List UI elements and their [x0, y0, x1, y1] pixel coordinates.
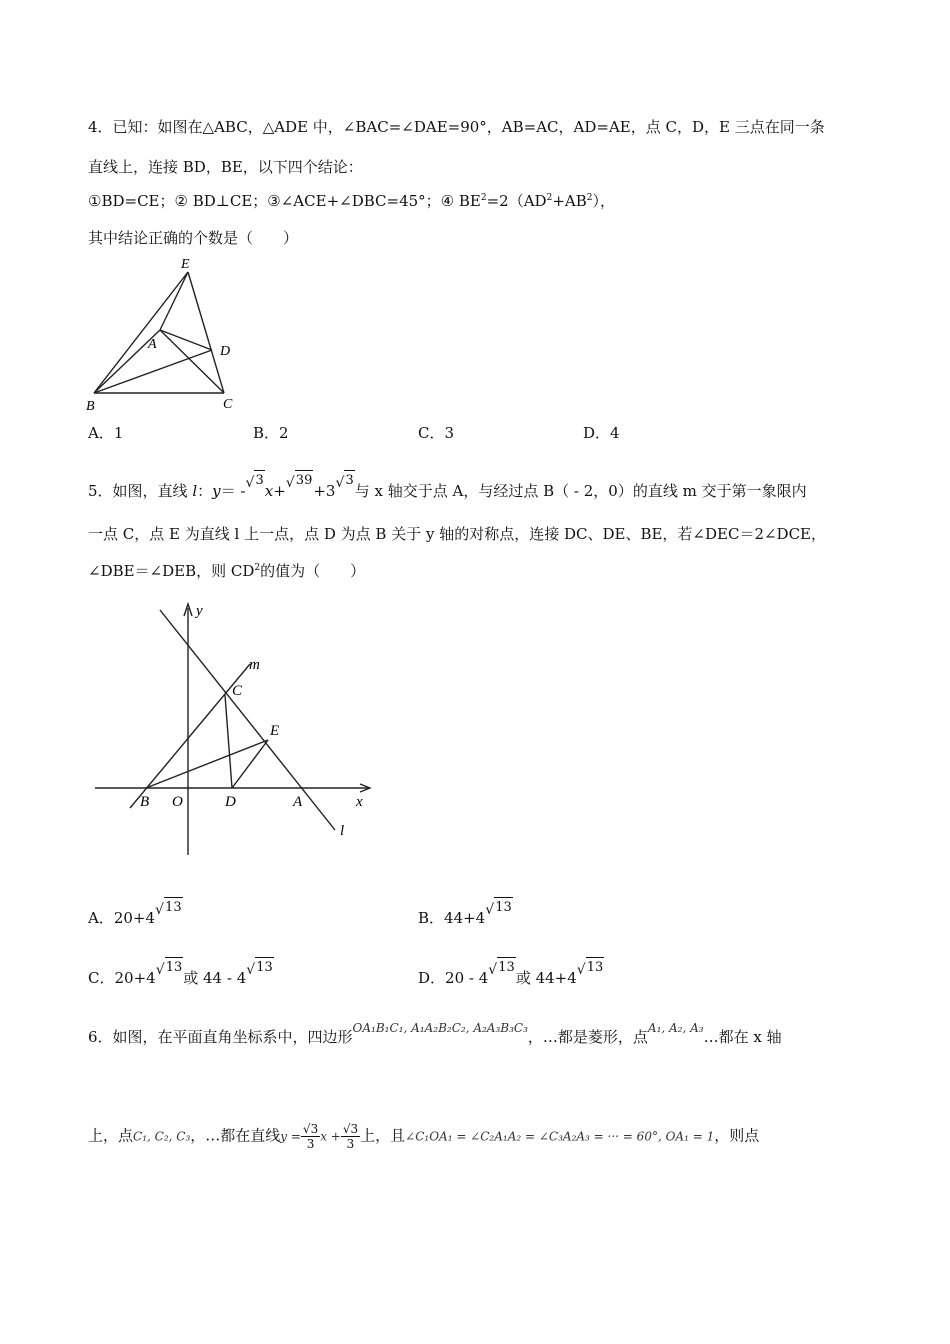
- fig5-label-C: C: [232, 683, 243, 699]
- q5-line3: ∠DBE＝∠DEB，则 $CD^2$的值为（ ）: [88, 562, 366, 580]
- frac-sqrt3-over-3: $\frac{√3}{3}$: [302, 1122, 319, 1151]
- q4-line2: 直线上，连接 BD，BE，以下四个结论：: [88, 158, 363, 176]
- q6-line2: 上，点C₁, C₂, C₃，…都在直线y = $\frac{√3}{3}$ x + $\frac{√3}{3}$ 上，且∠C₁OA₁ = ∠C₂A₁A₂ = ∠C₃A₂A₃ = ··· = 60°, OA₁ = 1，则点: [88, 1122, 760, 1151]
- sqrt-3b: √ 3: [335, 470, 354, 491]
- fig5-label-A: A: [293, 794, 303, 810]
- fig4-label-B: B: [86, 399, 95, 412]
- q6-line1: 6．如图，在平面直角坐标系中，四边形$^{OA_1B_1C_1, A_1A_2B_2C_2, A_2A_3B_3C_3}$，…都是菱形，点$^{A_1, A_2, A_3}$…都在 x 轴: [88, 1021, 782, 1046]
- q4-option-d[interactable]: D．4: [583, 424, 620, 442]
- q5-option-d[interactable]: D．20 - 4 √ 13或 44+4 √ 13: [418, 957, 604, 988]
- q5-figure: [90, 598, 390, 863]
- q5-line2: 一点 C，点 E 为直线 l 上一点，点 D 为点 B 关于 y 轴的对称点，连接 DC、DE、BE，若∠DEC＝2∠DCE，: [88, 525, 827, 543]
- q4-figure: [80, 252, 250, 412]
- q5-option-b[interactable]: B．44+4 √ 13: [418, 897, 513, 928]
- q4-option-c[interactable]: C．3: [418, 424, 455, 442]
- q4-option-b[interactable]: B．2: [253, 424, 289, 442]
- fig4-label-D: D: [220, 344, 231, 359]
- fig5-label-O: O: [172, 794, 183, 810]
- q4-line4: 其中结论正确的个数是（ ）: [88, 229, 299, 247]
- fig5-label-y: y: [196, 603, 203, 619]
- fig5-label-E: E: [270, 723, 280, 739]
- fig5-label-D: D: [225, 794, 236, 810]
- frac-sqrt3-over-3-b: $\frac{√3}{3}$: [342, 1122, 359, 1151]
- q4-option-a[interactable]: A．1: [88, 424, 124, 442]
- q4-line3: ①BD=CE；② BD⊥CE；③∠ACE+∠DBC=45°；④ $BE^2=2(AD^2+AB^2)$，: [88, 192, 615, 210]
- q4-line1: 4．已知：如图在△ABC，△ADE 中，∠BAC=∠DAE=90°，AB=AC，AD=AE，点 C，D，E 三点在同一条: [88, 118, 825, 136]
- fig4-label-C: C: [223, 397, 233, 412]
- q5-line1: 5．如图，直线 l：y＝ - √ 3x+ √ 39+3 √ 3与 x 轴交于点 A，与经过点 B（ - 2，0）的直线 m 交于第一象限内: [88, 470, 807, 501]
- fig4-label-E: E: [181, 257, 190, 272]
- sqrt-3: √ 3: [245, 470, 264, 491]
- q5-option-c[interactable]: C．20+4 √ 13或 44 - 4 √ 13: [88, 957, 274, 988]
- q5-option-a[interactable]: A．20+4 √ 13: [88, 897, 183, 928]
- fig4-label-A: A: [148, 337, 157, 352]
- fig5-label-x: x: [356, 794, 363, 810]
- fig5-label-m: m: [249, 657, 260, 673]
- sqrt-39: √ 39: [286, 470, 314, 491]
- fig5-label-l: l: [340, 823, 345, 839]
- fig5-label-B: B: [140, 794, 150, 810]
